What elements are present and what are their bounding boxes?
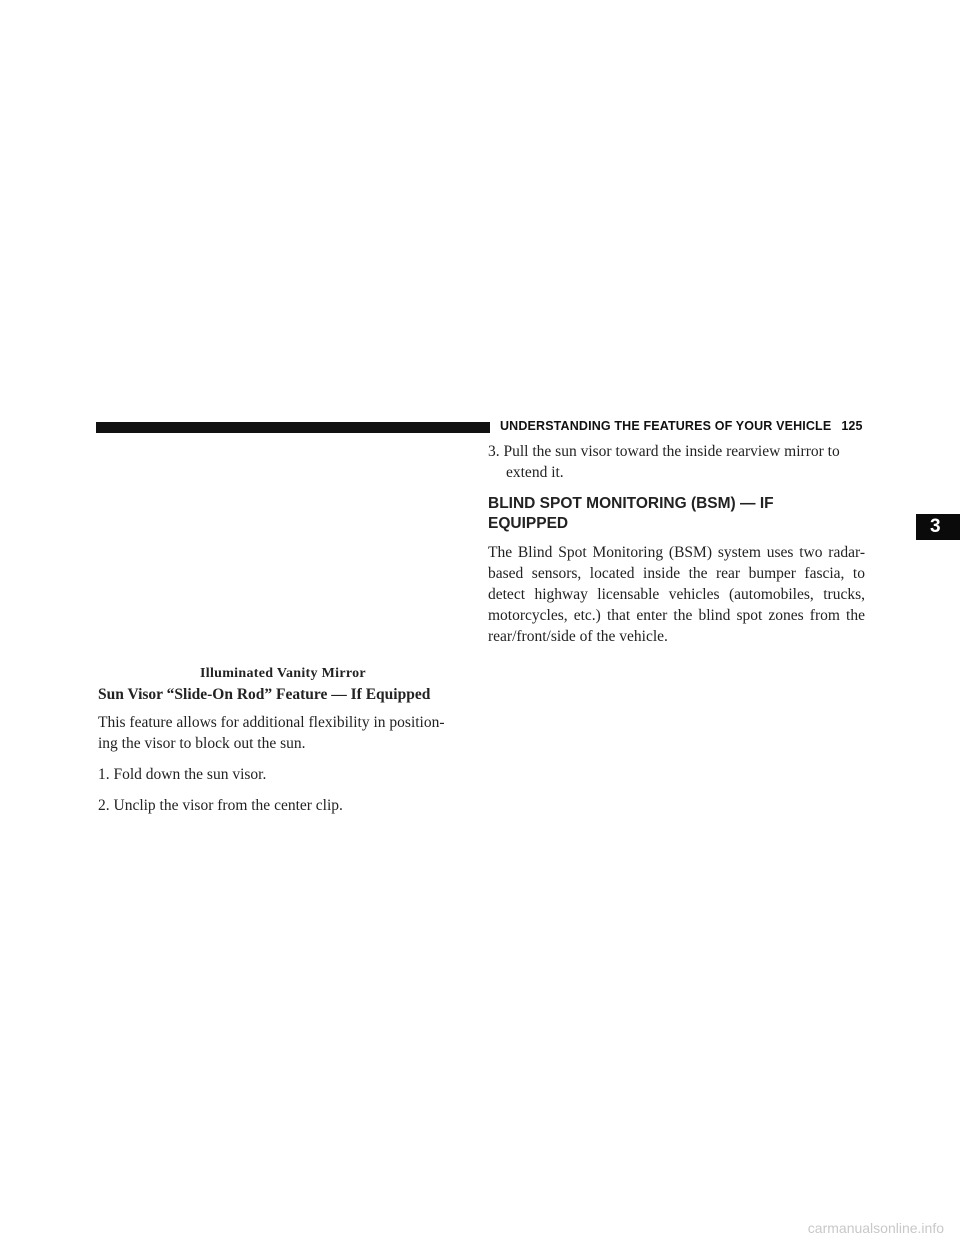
step-2: 2. Unclip the visor from the center clip.: [98, 797, 343, 814]
paragraph-line: ing the visor to block out the sun.: [98, 735, 306, 752]
step-3-line-2: extend it.: [506, 464, 564, 481]
running-header: [500, 419, 866, 433]
header-title: UNDERSTANDING THE FEATURES OF YOUR VEHICLE: [500, 419, 832, 433]
step-1: 1. Fold down the sun visor.: [98, 766, 267, 783]
subheading: Sun Visor “Slide-On Rod” Feature — If Equipped: [98, 686, 431, 703]
figure-caption: Illuminated Vanity Mirror: [200, 666, 366, 681]
paragraph-line: This feature allows for additional flexibility in position-: [98, 714, 445, 731]
paragraph-line: The Blind Spot Monitoring (BSM) system uses two radar-: [488, 544, 865, 561]
paragraph-line: motorcycles, etc.) that enter the blind spot zones from the: [488, 607, 865, 624]
paragraph-line: detect highway licensable vehicles (automobiles, trucks,: [488, 586, 865, 603]
page-number: 125: [841, 419, 863, 433]
paragraph-line: rear/front/side of the vehicle.: [488, 628, 668, 645]
section-heading-line-2: EQUIPPED: [488, 515, 569, 532]
section-heading: [488, 494, 865, 534]
section-heading-line-1: BLIND SPOT MONITORING (BSM) — IF: [488, 495, 774, 512]
step-3-line-1: 3. Pull the sun visor toward the inside rearview mirror to: [488, 443, 840, 460]
paragraph-line: based sensors, located inside the rear bumper fascia, to: [488, 565, 865, 582]
watermark: carmanualsonline.info: [807, 1220, 944, 1236]
chapter-tab: 3: [916, 514, 960, 540]
header-rule: [96, 422, 490, 433]
